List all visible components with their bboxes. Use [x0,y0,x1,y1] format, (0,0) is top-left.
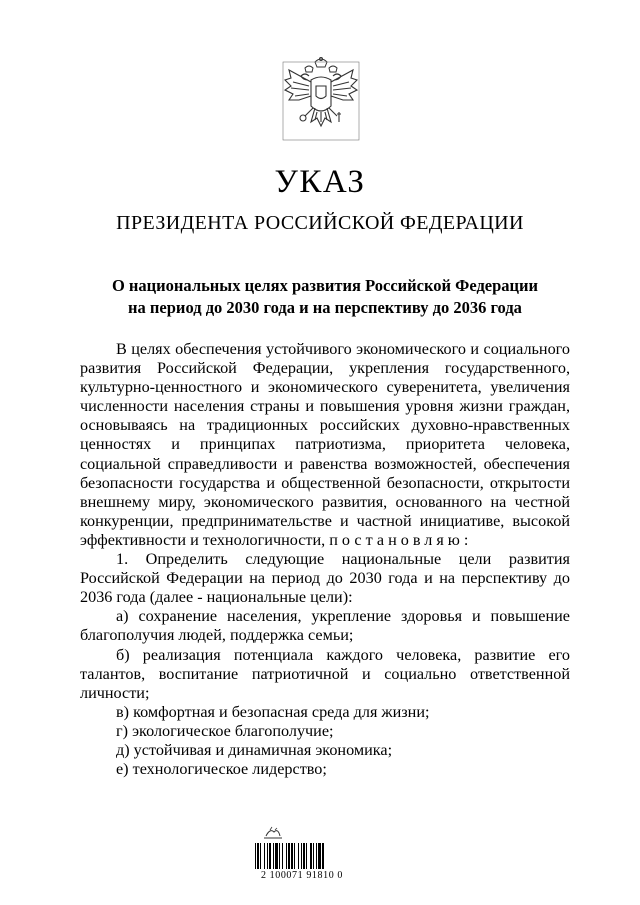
decree-heading-line-1: О национальных целях развития Российской Федерации [111,276,539,295]
goal-item [80,607,570,645]
coat-of-arms-icon [281,56,361,142]
goal-c-text: в) комфортная и безопасная среда для жизни; [116,702,430,721]
goal-item [80,646,570,703]
goal-b-text: б) реализация потенциала каждого человека, развитие его талантов, воспитание патриотичной и социально ответственной личности; [80,645,570,702]
goal-a-text: а) сохранение населения, укрепление здоровья и повышение благополучия людей, поддержка семьи; [80,607,570,645]
goal-item [80,741,570,760]
preamble-paragraph [80,340,570,550]
goal-item [80,722,570,741]
decree-word: постановляю: [329,530,473,549]
goal-d-text: г) экологическое благополучие; [116,721,334,740]
item-1-text: 1. Определить следующие национальные цели развития Российской Федерации на период до 2030 года и на перспективу до 2036 года (далее - национальные цели): [80,550,570,607]
preamble-text: В целях обеспечения устойчивого экономического и социального развития Российской Федерации, укрепления государственного, культурно-ценностного и экономического суверенитета, увеличения численности населения страны и повышения уровня жизни граждан, основываясь на традиционных российских духовно-нравственных ценностях и принципах патриотизма, приоритета человека, социальной справедливости и равенства возможностей, обеспечения безопасности государства и общественной безопасности, открытости внешнему миру, экономического развития, основанного на честной конкуренции, предпринимательстве и частной инициативе, высокой эффективности и технологичности, [80,340,570,549]
item-1-paragraph [80,550,570,607]
decree-body [80,340,570,779]
goal-f-text: е) технологическое лидерство; [116,760,327,779]
document-title: УКАЗ [274,164,366,200]
stamp-mark-icon [262,826,284,840]
document-subtitle: ПРЕЗИДЕНТА РОССИЙСКОЙ ФЕДЕРАЦИИ [116,212,524,234]
barcode-icon [254,843,350,869]
decree-heading [80,275,570,319]
goal-e-text: д) устойчивая и динамичная экономика; [116,740,393,759]
decree-heading-line-2: на период до 2030 года и на перспективу до 2036 года [128,298,522,317]
goal-item [80,703,570,722]
goal-item [80,760,570,779]
barcode-number: 2 100071 91810 0 [260,870,344,881]
